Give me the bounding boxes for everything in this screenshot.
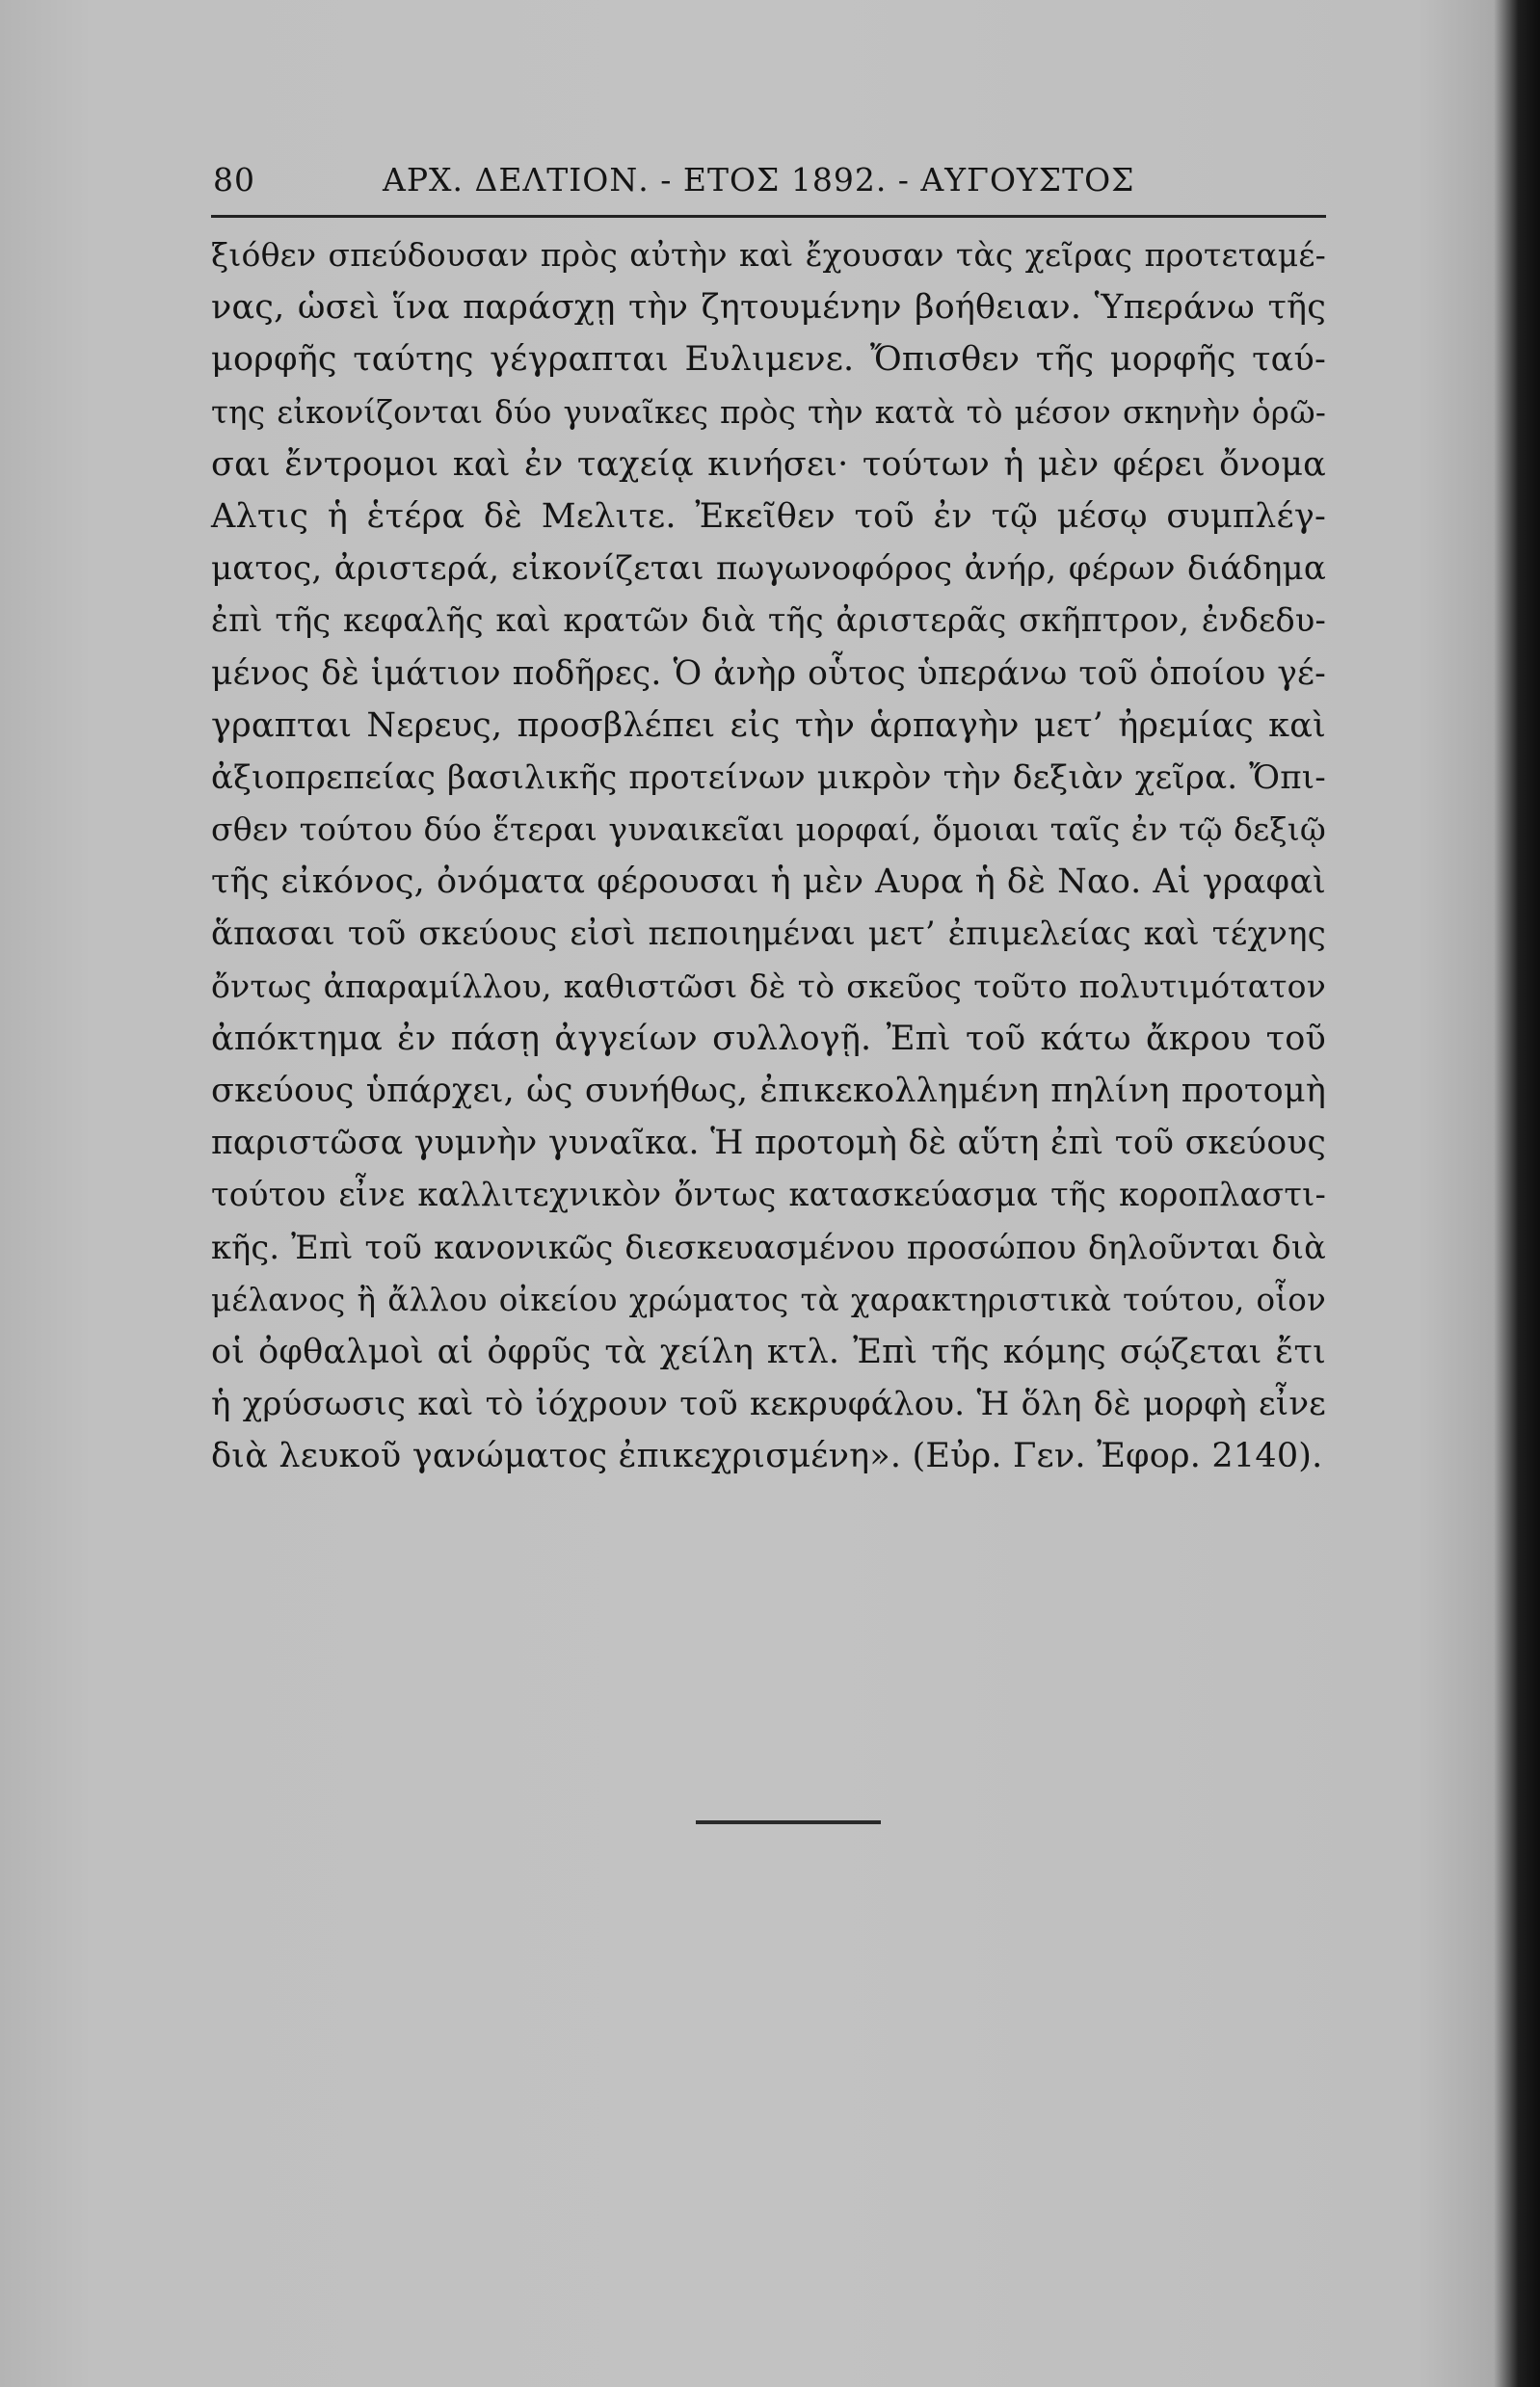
text-line-24: διὰ λευκοῦ γανώματος ἐπικεχρισμένη». (Εὐρ. Γεν. Ἐφορ. 2140).: [211, 1437, 1323, 1476]
text-line-23: ἡ χρύσωσις καὶ τὸ ἰόχρουν τοῦ κεκρυφάλου. Ἡ ὅλη δὲ μορφὴ εἶνε: [211, 1385, 1326, 1424]
text-line-14: ἅπασαι τοῦ σκεύους εἰσὶ πεποιημέναι μετ’ ἐπιμελείας καὶ τέχνης: [211, 915, 1326, 954]
text-line-10: γραπται Νερευς, προσβλέπει εἰς τὴν ἁρπαγὴν μετ’ ἠρεμίας καὶ: [211, 705, 1326, 745]
end-rule: [696, 1820, 881, 1824]
text-line-1: ξιόθεν σπεύδουσαν πρὸς αὐτὴν καὶ ἔχουσαν τὰς χεῖρας προτεταμέ-: [211, 236, 1326, 274]
text-line-2: νας, ὡσεὶ ἵνα παράσχῃ τὴν ζητουμένην βοήθειαν. Ὑπεράνω τῆς: [211, 288, 1326, 328]
text-line-18: παριστῶσα γυμνὴν γυναῖκα. Ἡ προτομὴ δὲ αὕτη ἐπὶ τοῦ σκεύους: [211, 1124, 1326, 1163]
text-line-22: οἱ ὀφθαλμοὶ αἱ ὀφρῦς τὰ χείλη κτλ. Ἐπὶ τῆς κόμης σῴζεται ἔτι: [211, 1332, 1326, 1371]
text-line-9: μένος δὲ ἱμάτιον ποδῆρες. Ὁ ἀνὴρ οὗτος ὑπεράνω τοῦ ὁποίου γέ-: [211, 653, 1326, 693]
text-line-11: ἀξιοπρεπείας βασιλικῆς προτείνων μικρὸν τὴν δεξιὰν χεῖρα. Ὄπι-: [211, 757, 1326, 797]
text-line-6: Αλτις ἡ ἑτέρα δὲ Μελιτε. Ἐκεῖθεν τοῦ ἐν τῷ μέσῳ συμπλέγ-: [211, 496, 1326, 536]
page-number: 80: [213, 161, 255, 199]
text-line-15: ὄντως ἀπαραμίλλου, καθιστῶσι δὲ τὸ σκεῦος τοῦτο πολυτιμότατον: [211, 967, 1326, 1005]
header-title: ΑΡΧ. ΔΕΛΤΙΟΝ. - ΕΤΟΣ 1892. - ΑΥΓΟΥΣΤΟΣ: [383, 161, 1135, 199]
text-line-8: ἐπὶ τῆς κεφαλῆς καὶ κρατῶν διὰ τῆς ἀριστερᾶς σκῆπτρον, ἐνδεδυ-: [211, 601, 1326, 640]
body-text: [211, 229, 1326, 1483]
text-line-4: της εἰκονίζονται δύο γυναῖκες πρὸς τὴν κατὰ τὸ μέσον σκηνὴν ὁρῶ-: [211, 393, 1326, 431]
text-line-19: τούτου εἶνε καλλιτεχνικὸν ὄντως κατασκεύασμα τῆς κοροπλαστι-: [211, 1176, 1326, 1214]
text-line-12: σθεν τούτου δύο ἕτεραι γυναικεῖαι μορφαί, ὅμοιαι ταῖς ἐν τῷ δεξιῷ: [211, 810, 1326, 849]
header-rule: [211, 215, 1326, 218]
text-line-13: τῆς εἰκόνος, ὀνόματα φέρουσαι ἡ μὲν Αυρα ἡ δὲ Ναο. Αἱ γραφαὶ: [211, 862, 1326, 902]
text-line-5: σαι ἔντρομοι καὶ ἐν ταχείᾳ κινήσει· τούτων ἡ μὲν φέρει ὄνομα: [211, 444, 1326, 484]
text-line-20: κῆς. Ἐπὶ τοῦ κανονικῶς διεσκευασμένου προσώπου δηλοῦνται διὰ: [211, 1228, 1326, 1266]
text-line-3: μορφῆς ταύτης γέγραπται Ευλιμενε. Ὄπισθεν τῆς μορφῆς ταύ-: [211, 340, 1326, 380]
text-line-16: ἀπόκτημα ἐν πάσῃ ἀγγείων συλλογῇ. Ἐπὶ τοῦ κάτω ἄκρου τοῦ: [211, 1019, 1326, 1058]
text-line-7: ματος, ἀριστερά, εἰκονίζεται πωγωνοφόρος ἀνήρ, φέρων διάδημα: [211, 549, 1326, 589]
text-line-21: μέλανος ἢ ἄλλου οἰκείου χρώματος τὰ χαρακτηριστικὰ τούτου, οἷον: [211, 1281, 1326, 1318]
text-line-17: σκεύους ὑπάρχει, ὡς συνήθως, ἐπικεκολλημένη πηλίνη προτομὴ: [211, 1072, 1326, 1110]
running-head: [211, 157, 1326, 205]
